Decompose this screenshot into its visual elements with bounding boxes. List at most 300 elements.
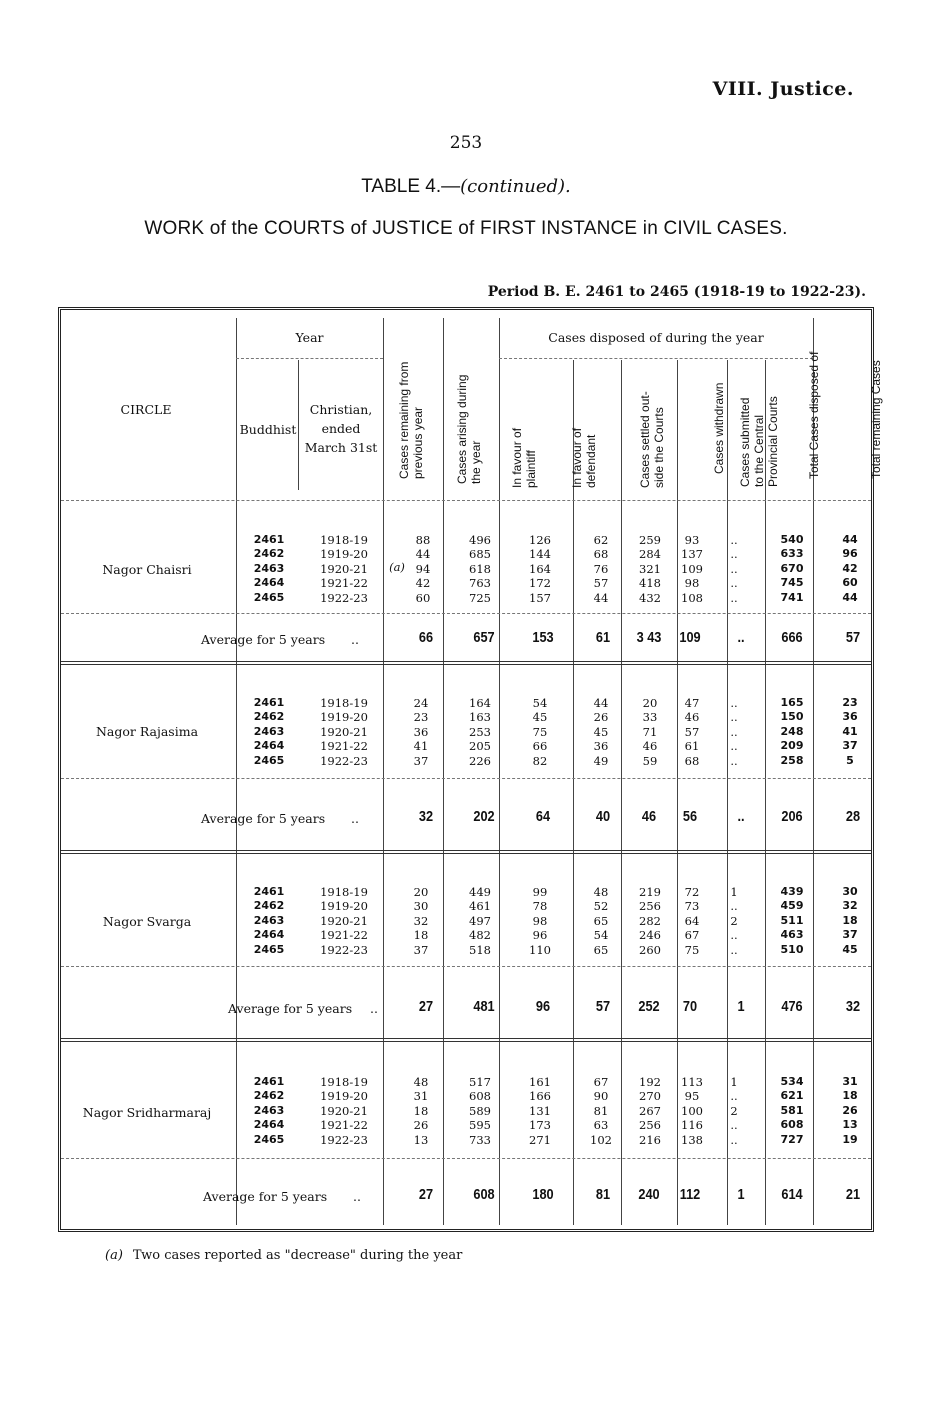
table-cell: 57 — [684, 724, 700, 739]
average-cell: 608 — [473, 1186, 495, 1203]
table-cell: 32 — [842, 899, 858, 913]
table-cell: 608 — [780, 1118, 804, 1132]
table-cell: 439 — [780, 885, 804, 898]
average-cell: 70 — [682, 998, 698, 1015]
table-cell: 73 — [684, 899, 700, 914]
table-cell: 31 — [413, 1089, 429, 1104]
table-cell: .. — [730, 899, 738, 914]
average-cell: 481 — [473, 998, 495, 1015]
table-cell: 1922-23 — [320, 590, 368, 605]
table-cell: 54 — [593, 928, 609, 943]
table-cell: 32 — [413, 913, 429, 928]
table-cell: 76 — [593, 561, 609, 576]
table-cell: 163 — [469, 710, 491, 725]
table-cell: 1 — [730, 1075, 738, 1089]
table-cell: .. — [730, 1132, 738, 1147]
table-cell: 256 — [639, 899, 661, 914]
table-cell: 46 — [642, 739, 658, 754]
table-cell: 2 — [730, 1103, 738, 1118]
average-label-dots: .. — [351, 632, 359, 647]
table-cell: 157 — [529, 590, 551, 605]
table-cell: 725 — [469, 590, 491, 605]
table-cell: 54 — [532, 696, 548, 710]
table-cell: 98 — [684, 576, 700, 591]
table-cell: 68 — [593, 547, 609, 562]
average-cell: 21 — [845, 1186, 861, 1203]
row-rule — [61, 966, 871, 967]
table-cell: .. — [730, 753, 738, 768]
table-cell: 126 — [529, 533, 551, 547]
average-cell: 1 — [737, 998, 745, 1015]
table-cell: 1921-22 — [320, 928, 368, 943]
table-cell: 62 — [593, 533, 609, 547]
header-plaintiff: In favour of plaintiff — [510, 427, 538, 488]
table-cell: 482 — [469, 928, 491, 943]
table-cell: 496 — [469, 533, 491, 547]
table-cell: 94 — [415, 561, 431, 576]
table-cell: 510 — [780, 942, 804, 956]
table-cell: 173 — [529, 1118, 551, 1133]
table-cell: 258 — [780, 753, 804, 767]
average-label: Average for 5 years — [228, 1001, 353, 1016]
table-cell: 68 — [684, 753, 700, 768]
table-cell: 23 — [842, 696, 858, 709]
table-cell: 733 — [469, 1132, 491, 1147]
header-buddhist: Buddhist — [239, 422, 297, 437]
table-cell: 42 — [842, 561, 858, 575]
table-cell: 1918-19 — [320, 696, 368, 710]
table-cell: 20 — [642, 696, 658, 710]
table-cell: 37 — [413, 942, 429, 957]
col-rule — [621, 360, 622, 1225]
average-cell: 32 — [845, 998, 861, 1015]
circle-divider — [61, 850, 871, 854]
table-cell: .. — [730, 739, 738, 754]
table-cell: 518 — [469, 942, 491, 957]
table-cell: 110 — [529, 942, 551, 957]
table-cell: .. — [730, 561, 738, 576]
page-number: 253 — [449, 133, 483, 153]
table-cell: 589 — [469, 1103, 491, 1118]
average-label: Average for 5 years — [203, 1189, 328, 1204]
table-cell: 59 — [642, 753, 658, 768]
table-cell: 2461 — [253, 885, 285, 898]
table-cell: 2461 — [253, 1075, 285, 1088]
table-cell: 47 — [684, 696, 700, 710]
table-cell: .. — [730, 724, 738, 739]
table-cell: 763 — [469, 576, 491, 591]
table-cell: 449 — [469, 885, 491, 899]
table-cell: 192 — [639, 1075, 661, 1089]
table-cell: 685 — [469, 547, 491, 562]
table-cell: 2461 — [253, 696, 285, 709]
table-cell: 270 — [639, 1089, 661, 1104]
header-settled: Cases settled out- side the Courts — [638, 391, 666, 488]
table-cell: 44 — [593, 590, 609, 605]
table-cell: 46 — [684, 710, 700, 725]
average-cell: 64 — [535, 808, 551, 825]
table-cell: 2464 — [253, 576, 285, 590]
table-cell: 1919-20 — [320, 899, 368, 914]
footnote — [105, 1248, 462, 1263]
average-cell: 28 — [845, 808, 861, 825]
table-cell: 41 — [413, 739, 429, 754]
table-cell: 267 — [639, 1103, 661, 1118]
table-cell: 2462 — [253, 899, 285, 913]
table-cell: 41 — [842, 724, 858, 738]
table-cell: 517 — [469, 1075, 491, 1089]
average-label: Average for 5 years — [201, 632, 326, 647]
table-cell: 45 — [593, 724, 609, 739]
table-cell: 150 — [780, 710, 804, 724]
average-cell: 666 — [781, 629, 803, 646]
table-cell: 2465 — [253, 1132, 285, 1146]
table-cell: 1919-20 — [320, 1089, 368, 1104]
table-cell: 1922-23 — [320, 1132, 368, 1147]
table-cell: 463 — [780, 928, 804, 942]
col-rule — [383, 318, 384, 1225]
table-cell: 98 — [532, 913, 548, 928]
table-cell: 2462 — [253, 710, 285, 724]
footnote-marker-cell: (a) — [389, 560, 405, 574]
header-christian-2: ended — [321, 421, 361, 436]
header-year: Year — [295, 330, 324, 345]
row-rule — [61, 1158, 871, 1159]
table-title — [0, 176, 932, 198]
table-cell: 1920-21 — [320, 913, 368, 928]
table-cell: 727 — [780, 1132, 804, 1146]
table-cell: 209 — [780, 739, 804, 753]
table-cell: 271 — [529, 1132, 551, 1147]
circle-name: Nagor Chaisri — [102, 562, 192, 577]
table-cell: 13 — [413, 1132, 429, 1147]
average-cell: 180 — [532, 1186, 554, 1203]
table-cell: 1920-21 — [320, 724, 368, 739]
table-cell: 44 — [593, 696, 609, 710]
table-cell: 2465 — [253, 753, 285, 767]
table-cell: 37 — [413, 753, 429, 768]
table-cell: 44 — [842, 590, 858, 604]
table-cell: 1920-21 — [320, 1103, 368, 1118]
average-cell: 27 — [418, 998, 434, 1015]
table-cell: 44 — [842, 533, 858, 546]
table-cell: 2465 — [253, 942, 285, 956]
table-cell: 96 — [532, 928, 548, 943]
table-cell: 1 — [730, 885, 738, 899]
table-cell: 36 — [413, 724, 429, 739]
average-cell: 40 — [595, 808, 611, 825]
table-cell: .. — [730, 576, 738, 591]
average-label-dots: .. — [351, 811, 359, 826]
average-cell: 109 — [679, 629, 701, 646]
table-cell: 1918-19 — [320, 1075, 368, 1089]
table-cell: 37 — [842, 739, 858, 753]
table-cell: 36 — [842, 710, 858, 724]
table-cell: 1921-22 — [320, 739, 368, 754]
table-cell: 99 — [532, 885, 548, 899]
table-cell: 618 — [469, 561, 491, 576]
table-cell: 595 — [469, 1118, 491, 1133]
table-cell: 67 — [593, 1075, 609, 1089]
circle-name: Nagor Sridharmaraj — [82, 1105, 212, 1120]
table-cell: 60 — [415, 590, 431, 605]
table-cell: 2463 — [253, 913, 285, 927]
header-submitted: Cases submitted to the Central Provincial Courts — [738, 396, 780, 487]
table-cell: 45 — [532, 710, 548, 725]
table-cell: .. — [730, 928, 738, 943]
table-cell: 259 — [639, 533, 661, 547]
header-defendant: In favour of defendant — [570, 427, 598, 488]
table-cell: 260 — [639, 942, 661, 957]
table-cell: 2464 — [253, 928, 285, 942]
table-cell: 2462 — [253, 1089, 285, 1103]
header-remaining-prev: Cases remaining from previous year — [397, 361, 425, 479]
header-withdrawn: Cases withdrawn — [712, 382, 726, 474]
average-label-dots: .. — [353, 1189, 361, 1204]
table-cell: 45 — [842, 942, 858, 956]
table-cell: 1921-22 — [320, 576, 368, 591]
table-cell: 48 — [593, 885, 609, 899]
period-line: Period B. E. 2461 to 2465 (1918-19 to 1922-23). — [487, 284, 866, 300]
table-cell: 113 — [681, 1075, 703, 1089]
table-cell: 42 — [415, 576, 431, 591]
header-bottom-rule — [61, 500, 871, 501]
circle-divider — [61, 661, 871, 665]
average-cell: 240 — [638, 1186, 660, 1203]
col-rule — [573, 360, 574, 1225]
table-cell: 2462 — [253, 547, 285, 561]
table-cell: 131 — [529, 1103, 551, 1118]
table-cell: .. — [730, 942, 738, 957]
header-christian-1: Christian, — [309, 402, 373, 417]
table-cell: 741 — [780, 590, 804, 604]
table-cell: 256 — [639, 1118, 661, 1133]
circle-name: Nagor Svarga — [102, 914, 192, 929]
table-cell: 30 — [842, 885, 858, 898]
col-rule — [765, 360, 766, 1225]
table-cell: 2465 — [253, 590, 285, 604]
table-cell: 60 — [842, 576, 858, 590]
table-cell: 1918-19 — [320, 885, 368, 899]
table-cell: .. — [730, 710, 738, 725]
table-cell: 102 — [590, 1132, 612, 1147]
table-cell: 100 — [681, 1103, 703, 1118]
table-cell: 608 — [469, 1089, 491, 1104]
table-cell: 95 — [684, 1089, 700, 1104]
table-cell: 78 — [532, 899, 548, 914]
table-cell: 93 — [684, 533, 700, 547]
table-cell: 246 — [639, 928, 661, 943]
table-cell: 540 — [780, 533, 804, 546]
table-cell: 65 — [593, 942, 609, 957]
header-christian-3: March 31st — [304, 440, 378, 455]
table-cell: 90 — [593, 1089, 609, 1104]
table-cell: 1919-20 — [320, 710, 368, 725]
average-cell: 57 — [595, 998, 611, 1015]
table-cell: 511 — [780, 913, 804, 927]
col-rule — [236, 318, 237, 1225]
table-cell: 138 — [681, 1132, 703, 1147]
row-rule — [61, 778, 871, 779]
table-cell: 52 — [593, 899, 609, 914]
table-cell: 48 — [413, 1075, 429, 1089]
circle-name: Nagor Rajasima — [95, 724, 199, 739]
average-cell: 32 — [418, 808, 434, 825]
table-cell: 116 — [681, 1118, 703, 1133]
table-cell: 24 — [413, 696, 429, 710]
average-cell: 153 — [532, 629, 554, 646]
average-cell: 206 — [781, 808, 803, 825]
table-cell: 49 — [593, 753, 609, 768]
table-cell: 745 — [780, 576, 804, 590]
table-cell: 13 — [842, 1118, 858, 1132]
row-rule — [61, 613, 871, 614]
average-cell: 61 — [595, 629, 611, 646]
average-cell: .. — [737, 629, 745, 646]
table-cell: 144 — [529, 547, 551, 562]
average-cell: 3 43 — [636, 629, 662, 646]
table-title-main: TABLE 4.— — [361, 176, 461, 197]
table-cell: 1920-21 — [320, 561, 368, 576]
table-cell: 109 — [681, 561, 703, 576]
table-cell: 96 — [842, 547, 858, 561]
table-cell: 63 — [593, 1118, 609, 1133]
table-cell: 1921-22 — [320, 1118, 368, 1133]
table-cell: 581 — [780, 1103, 804, 1117]
table-cell: 18 — [842, 1089, 858, 1103]
average-cell: 81 — [595, 1186, 611, 1203]
table-cell: 226 — [469, 753, 491, 768]
table-cell: 1918-19 — [320, 533, 368, 547]
section-title: VIII. Justice. — [712, 78, 854, 100]
table-cell: 61 — [684, 739, 700, 754]
table-cell: 75 — [684, 942, 700, 957]
average-cell: 56 — [682, 808, 698, 825]
table-cell: 44 — [415, 547, 431, 562]
table-cell: 432 — [639, 590, 661, 605]
table-cell: 2 — [730, 913, 738, 928]
table-cell: 2463 — [253, 1103, 285, 1117]
table-cell: 321 — [639, 561, 661, 576]
table-cell: 621 — [780, 1089, 804, 1103]
table-cell: 23 — [413, 710, 429, 725]
table-cell: 164 — [529, 561, 551, 576]
table-cell: 82 — [532, 753, 548, 768]
average-cell: 657 — [473, 629, 495, 646]
table-cell: 2463 — [253, 724, 285, 738]
table-cell: 2464 — [253, 739, 285, 753]
table-cell: 65 — [593, 913, 609, 928]
table-cell: 19 — [842, 1132, 858, 1146]
table-subtitle: WORK of the COURTS of JUSTICE of FIRST INSTANCE in CIVIL CASES. — [144, 218, 788, 239]
table-cell: 216 — [639, 1132, 661, 1147]
table-cell: .. — [730, 533, 738, 547]
civil-cases-table — [58, 307, 883, 1232]
header-total-disposed: Total Cases disposed of — [807, 351, 821, 479]
table-cell: 2461 — [253, 533, 285, 546]
table-cell: 72 — [684, 885, 700, 899]
table-cell: 88 — [415, 533, 431, 547]
table-cell: 2464 — [253, 1118, 285, 1132]
table-cell: 108 — [681, 590, 703, 605]
table-cell: 66 — [532, 739, 548, 754]
average-label: Average for 5 years — [201, 811, 326, 826]
average-cell: 1 — [737, 1186, 745, 1203]
table-cell: 633 — [780, 547, 804, 561]
footnote-text: Two cases reported as "decrease" during the year — [132, 1248, 463, 1263]
table-cell: 26 — [842, 1103, 858, 1117]
table-cell: 282 — [639, 913, 661, 928]
average-cell: .. — [737, 808, 745, 825]
col-rule — [443, 318, 444, 1225]
table-cell: 284 — [639, 547, 661, 562]
average-label-dots: .. — [370, 1001, 378, 1016]
table-cell: 64 — [684, 913, 700, 928]
table-cell: 459 — [780, 899, 804, 913]
table-cell: 1919-20 — [320, 547, 368, 562]
table-cell: 26 — [413, 1118, 429, 1133]
table-cell: 166 — [529, 1089, 551, 1104]
footnote-marker: (a) — [105, 1248, 123, 1263]
table-cell: 219 — [639, 885, 661, 899]
circle-divider — [61, 1038, 871, 1042]
table-cell: 71 — [642, 724, 658, 739]
table-cell: 18 — [413, 928, 429, 943]
average-cell: 476 — [781, 998, 803, 1015]
table-cell: .. — [730, 696, 738, 710]
table-cell: 20 — [413, 885, 429, 899]
table-cell: 1922-23 — [320, 942, 368, 957]
header-total-remaining: Total remaining Cases — [869, 360, 883, 479]
table-cell: 57 — [593, 576, 609, 591]
table-cell: 67 — [684, 928, 700, 943]
table-cell: .. — [730, 590, 738, 605]
average-cell: 252 — [638, 998, 660, 1015]
table-cell: 75 — [532, 724, 548, 739]
table-cell: 5 — [846, 753, 854, 767]
table-cell: 164 — [469, 696, 491, 710]
table-cell: .. — [730, 547, 738, 562]
table-cell: 2463 — [253, 561, 285, 575]
table-cell: 18 — [842, 913, 858, 927]
table-cell: .. — [730, 1118, 738, 1133]
header-disposed-group: Cases disposed of during the year — [548, 330, 764, 345]
average-cell: 202 — [473, 808, 495, 825]
header-arising: Cases arising during the year — [455, 374, 483, 484]
table-cell: 461 — [469, 899, 491, 914]
header-circle: CIRCLE — [120, 402, 172, 417]
average-cell: 57 — [845, 629, 861, 646]
average-cell: 112 — [679, 1186, 701, 1203]
table-cell: 137 — [681, 547, 703, 562]
table-cell: 418 — [639, 576, 661, 591]
table-cell: 36 — [593, 739, 609, 754]
average-cell: 27 — [418, 1186, 434, 1203]
table-cell: 205 — [469, 739, 491, 754]
table-cell: 33 — [642, 710, 658, 725]
average-cell: 614 — [781, 1186, 803, 1203]
table-title-continued: (continued). — [460, 176, 571, 197]
table-cell: 37 — [842, 928, 858, 942]
header-christian — [299, 402, 383, 455]
table-cell: 26 — [593, 710, 609, 725]
table-cell: 161 — [529, 1075, 551, 1089]
average-cell: 66 — [418, 629, 434, 646]
table-cell: 253 — [469, 724, 491, 739]
table-cell: 497 — [469, 913, 491, 928]
year-underline — [236, 358, 383, 359]
average-cell: 96 — [535, 998, 551, 1015]
